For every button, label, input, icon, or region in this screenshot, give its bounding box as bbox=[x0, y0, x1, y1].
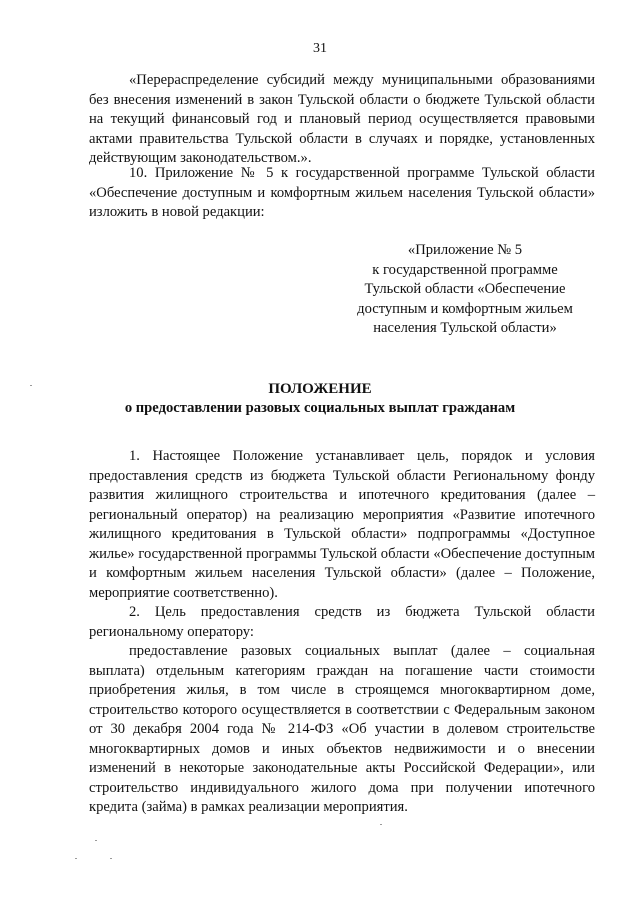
paragraph-item-10: 10. Приложение № 5 к государственной программе Тульской области «Обеспечение доступным и комфортным жильем населения Тульской области» изложить в новой редакции: bbox=[89, 165, 595, 220]
scan-speck bbox=[380, 824, 382, 825]
attachment-line: к государственной программе bbox=[372, 261, 558, 278]
scan-speck bbox=[75, 858, 77, 859]
scan-speck bbox=[95, 840, 97, 841]
attachment-line: «Приложение № 5 bbox=[407, 242, 523, 258]
attachment-line: населения Тульской области» bbox=[373, 320, 557, 336]
attachment-header bbox=[300, 241, 630, 339]
page-number: 31 bbox=[313, 41, 327, 56]
paragraph-clause-2-detail: предоставление разовых социальных выплат (далее – социальная выплата) отдельным категориям граждан на погашение части стоимости приобретения жилья, в том числе в строящемся многоквартирном доме, строительство которого осуществляется в соответствии с Федеральным законом от 30 декабря 2004 года № 214-ФЗ «Об участии в долевом строительстве многоквартирных домов и иных объектов недвижимости и о внесении изменений в некоторые законодательные акты Российской Федерации», или строительство индивидуального жилого дома при получении ипотечного кредита (займа) в рамках реализации мероприятия. bbox=[89, 643, 595, 815]
paragraph-subsidy-redistribution: «Перераспределение субсидий между муниципальными образованиями без внесения изменений в закон Тульской области о бюджете Тульской области на текущий финансовый год и плановый период осуществляется правовыми актами правительства Тульской области в случаях и порядке, установленных действующим законодательством.». bbox=[89, 72, 595, 166]
attachment-line: Тульской области «Обеспечение bbox=[364, 281, 566, 297]
attachment-line: доступным и комфортным жильем bbox=[357, 300, 573, 317]
document-title: ПОЛОЖЕНИЕ bbox=[268, 381, 372, 397]
scan-speck bbox=[110, 858, 112, 859]
scan-speck bbox=[30, 385, 32, 386]
paragraph-clause-1: 1. Настоящее Положение устанавливает цель, порядок и условия предоставления средств из бюджета Тульской области Региональному фонду развития жилищного строительства и ипотечного кредитования (далее – региональный оператор) на реализацию мероприятия «Развитие ипотечного жилищного кредитования в Тульской области» подпрограммы «Доступное жилье» государственной программы Тульской области «Обеспечение доступным и комфортным жильем населения Тульской области» (далее – Положение, мероприятие соответственно). bbox=[89, 448, 595, 601]
document-subtitle: о предоставлении разовых социальных выплат гражданам bbox=[124, 400, 516, 416]
paragraph-clause-2: 2. Цель предоставления средств из бюджета Тульской области региональному оператору: bbox=[89, 604, 595, 640]
